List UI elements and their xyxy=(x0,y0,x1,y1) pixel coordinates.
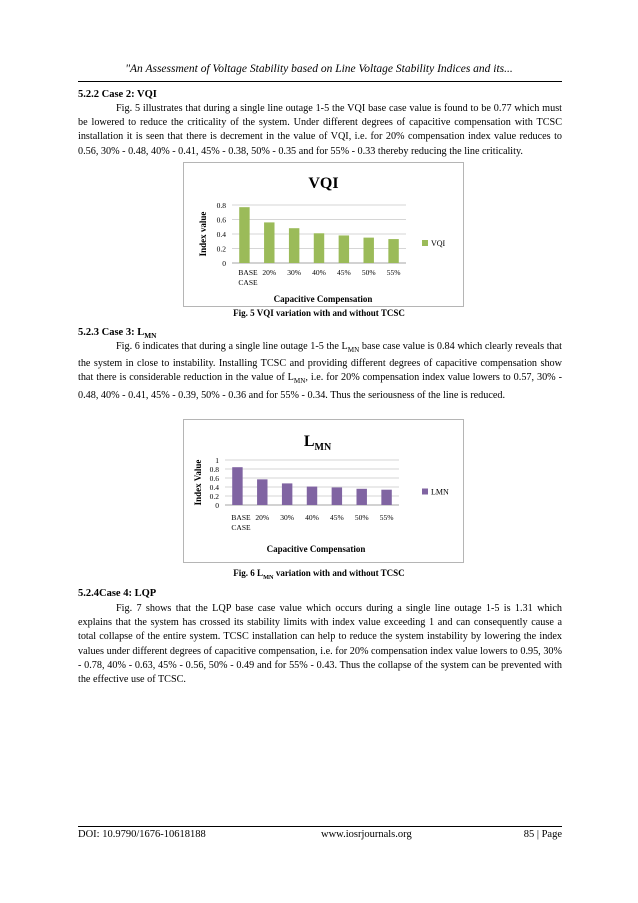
paragraph-case3 xyxy=(78,340,562,403)
x-tick-label: 50% xyxy=(354,513,369,522)
section-heading-523 xyxy=(78,327,156,340)
paragraph-text: Fig. 5 illustrates that during a single line outage 1-5 the VQI base case value is found to be 0.77 which must be lowered to reduce the criticality of the system. Under different degrees of capacitive compensation with TCSC installation it is seen that there is decrement in the value of VQI, i.e. for 20% compensation index value reduces to 0.56, 30% - 0.48, 40% - 0.41, 45% - 0.38, 50% - 0.35 and for 55% - 0.33 thereby reducing the line criticality. xyxy=(78,103,562,157)
bar xyxy=(314,233,324,263)
x-tick-label: 20% xyxy=(255,513,270,522)
x-tick-label: 50% xyxy=(361,268,376,277)
bar xyxy=(239,207,249,263)
section-title-text: Case 3: L xyxy=(101,327,145,338)
legend-swatch xyxy=(422,240,428,246)
y-tick-label: 0.6 xyxy=(209,474,219,483)
footer-doi: DOI: 10.9790/1676-10618188 xyxy=(78,829,206,840)
y-tick-label: 0.2 xyxy=(209,492,219,501)
footer-website: www.iosrjournals.org xyxy=(321,829,412,840)
chart-title: $L_{MN}$ xyxy=(303,433,332,453)
y-tick-label: 0.8 xyxy=(216,201,226,210)
x-tick-label: 40% xyxy=(312,268,326,277)
y-tick-label: 0 xyxy=(222,259,226,268)
bar xyxy=(363,238,373,263)
section-title: Case 4: LQP xyxy=(99,588,157,599)
x-tick-label: 30% xyxy=(287,268,302,277)
x-tick-label: 55% xyxy=(379,513,394,522)
fig6-caption xyxy=(0,568,638,581)
bar xyxy=(232,467,242,505)
bar xyxy=(332,487,342,505)
x-axis-label: Capacitive Compensation xyxy=(266,544,366,554)
section-number: 5.2.4 xyxy=(78,588,99,599)
legend-label: LMN xyxy=(431,487,449,497)
running-title: "An Assessment of Voltage Stability based on Line Voltage Stability Indices and its... xyxy=(125,63,513,75)
y-tick-label: 0.2 xyxy=(216,244,226,254)
lmn-chart xyxy=(184,420,463,562)
header-rule xyxy=(78,81,562,82)
x-tick-label: 40% xyxy=(305,513,319,522)
x-tick-label: BASE CASE xyxy=(238,268,258,287)
lmn-chart-frame xyxy=(183,419,464,563)
section-number: 5.2.2 xyxy=(78,89,99,100)
section-heading-524 xyxy=(78,588,156,599)
legend-label: VQI xyxy=(431,239,446,248)
paragraph-text: Fig. 6 indicates that during a single line outage 1-5 the L xyxy=(116,341,348,352)
bar xyxy=(388,239,398,263)
paragraph-case4 xyxy=(78,602,562,687)
vqi-chart-frame xyxy=(183,162,464,307)
caption-subscript: MN xyxy=(263,573,274,581)
paragraph-text: Fig. 7 shows that the LQP base case value which occurs during a single line outage 1-5 is 1.31 which explains that the system has crossed its stability limits with index value exceeding 1 and can consequently cause a total collapse of the entire system. TCSC installation can help to reduce the system instability by lowering the index values under different degrees of capacitive compensation, i.e. for 20% compensation index value lowers to 0.95, 30% - 0.78, 40% - 0.63, 45% - 0.56, 50% - 0.49 and for 55% - 0.43. Thus the collapse of the system can be prevented with the effective use of TCSC. xyxy=(78,603,562,686)
subscript: MN xyxy=(293,377,306,386)
section-heading-522 xyxy=(78,89,157,100)
x-tick-label: 20% xyxy=(262,268,277,277)
x-tick-label: 55% xyxy=(386,268,401,277)
y-tick-label: 0 xyxy=(215,501,219,510)
bar xyxy=(257,479,267,505)
bar xyxy=(307,487,317,505)
bar xyxy=(381,490,391,505)
y-tick-label: 0.8 xyxy=(209,465,219,474)
bar xyxy=(264,222,274,263)
y-tick-label: 1 xyxy=(215,456,219,465)
y-tick-label: 0.4 xyxy=(209,483,219,492)
footer-page-number: 85 | Page xyxy=(523,829,562,840)
chart-title: VQI xyxy=(308,175,339,192)
bar xyxy=(282,483,292,505)
y-tick-label: 0.4 xyxy=(216,230,226,239)
footer-rule xyxy=(78,826,562,827)
y-tick-label: 0.6 xyxy=(216,215,226,225)
fig5-caption: Fig. 5 VQI variation with and without TCSC xyxy=(233,308,405,318)
paragraph-text: , i.e. for 20% compensation index value lowers to 0.57, 30% - 0.48, 40% - 0.41, 45% - 0.39, 50% - 0.36 and for 55% - 0.34. Thus the seriousness of the line is reduced. xyxy=(78,372,562,401)
x-axis-label: Capacitive Compensation xyxy=(273,294,373,304)
caption-text: Fig. 6 L xyxy=(233,568,264,578)
vqi-chart xyxy=(184,163,463,306)
y-axis-label: Index Value xyxy=(193,459,203,506)
section-title: Case 2: VQI xyxy=(101,89,157,100)
x-tick-label: BASE CASE xyxy=(231,513,251,532)
y-axis-label: Index value xyxy=(198,211,208,257)
section-number: 5.2.3 xyxy=(78,327,99,338)
legend-swatch xyxy=(422,489,428,495)
bar xyxy=(339,235,349,263)
paragraph-text: base case value is 0.84 which clearly reveals that the system in close to instability. Installing TCSC and providing different degrees of capacitive compensation show that there is considerable reduction in the value of L xyxy=(78,341,562,384)
section-title-subscript: MN xyxy=(144,331,157,341)
caption-text: variation with and without TCSC xyxy=(273,568,405,578)
bar xyxy=(289,228,299,263)
x-tick-label: 30% xyxy=(280,513,295,522)
paragraph-case2 xyxy=(78,102,562,159)
x-tick-label: 45% xyxy=(336,268,351,277)
section-title xyxy=(101,327,157,341)
subscript: MN xyxy=(347,346,360,355)
x-tick-label: 45% xyxy=(329,513,344,522)
bar xyxy=(356,489,366,505)
